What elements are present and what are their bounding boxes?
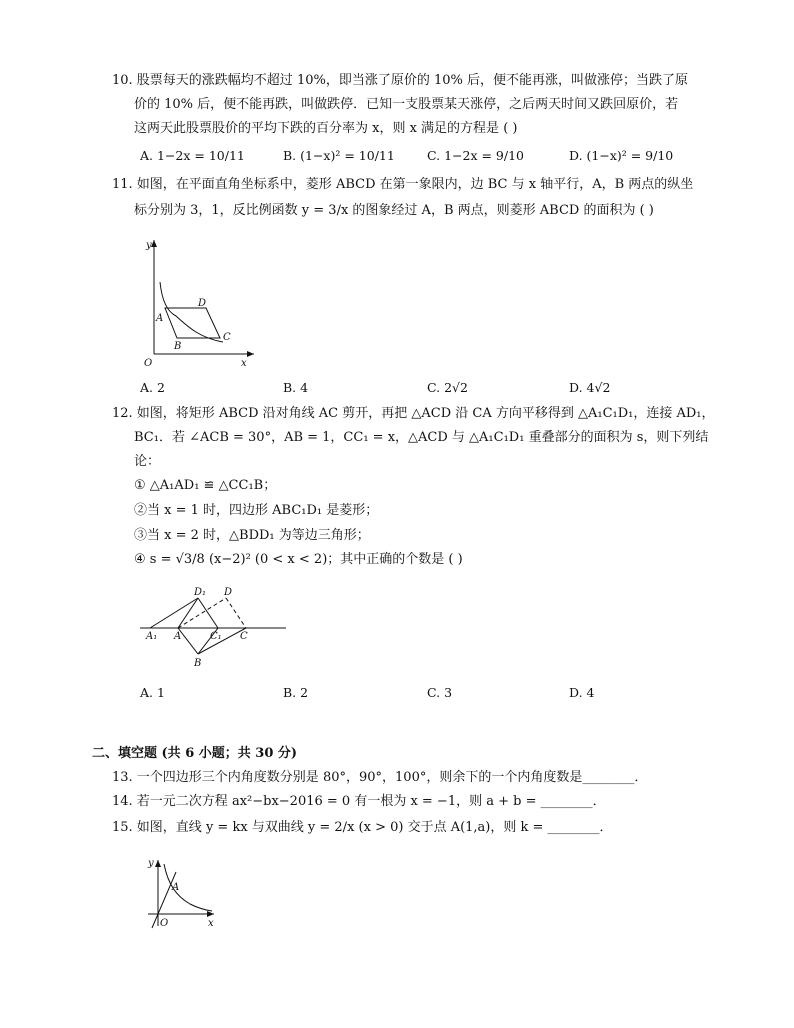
q12-line-2: BC₁．若 ∠ACB = 30°，AB = 1，CC₁ = x，△ACD 与 △A₁C₁D₁ 重叠部分的面积为 s，则下列结 xyxy=(134,430,709,445)
q12-figure-label-a1: A₁ xyxy=(146,631,158,642)
q12-figure-label-d: D xyxy=(224,587,233,598)
q10-line-2: 价的 10% 后，便不能再跌，叫做跌停．已知一支股票某天涨停，之后两天时间又跌回原价，若 xyxy=(134,97,679,112)
q15-figure-label-y: y xyxy=(148,858,154,869)
q12-figure-label-b: B xyxy=(194,658,202,669)
q12-figure xyxy=(138,584,288,674)
q11-option-d: D. 4√2 xyxy=(569,380,611,395)
q11-figure-label-a: A xyxy=(156,313,164,324)
q11-line-2: 标分别为 3，1，反比例函数 y = 3/x 的图象经过 A，B 两点，则菱形 ABCD 的面积为 ( ) xyxy=(134,203,654,218)
q11-option-a: A. 2 xyxy=(140,380,165,395)
q11-figure-label-x: x xyxy=(241,358,247,369)
q15-figure-label-o: O xyxy=(160,918,169,929)
q10-option-b: B. (1−x)² = 10/11 xyxy=(283,148,395,163)
q12-conclusion-3: ③当 x = 2 时，△BDD₁ 为等边三角形； xyxy=(134,528,370,543)
q12-line-3: 论： xyxy=(134,454,161,469)
q15-figure xyxy=(142,854,232,934)
q12-option-b: B. 2 xyxy=(283,685,309,700)
q11-figure-label-o: O xyxy=(144,358,153,369)
q12-option-d: D. 4 xyxy=(569,685,595,700)
q10-line-3: 这两天此股票股价的平均下跌的百分率为 x，则 x 满足的方程是 ( ) xyxy=(134,121,518,136)
q11-figure-label-b: B xyxy=(174,341,182,352)
q12-option-c: C. 3 xyxy=(427,685,453,700)
q11-option-b: B. 4 xyxy=(283,380,309,395)
q15-figure-label-a: A xyxy=(172,882,180,893)
q10-option-a: A. 1−2x = 10/11 xyxy=(140,148,245,163)
q11-option-c: C. 2√2 xyxy=(427,380,468,395)
q11-line-1: 11. 如图，在平面直角坐标系中，菱形 ABCD 在第一象限内，边 BC 与 x 轴平行，A，B 两点的纵坐 xyxy=(112,177,694,192)
q12-figure-label-c: C xyxy=(240,631,248,642)
q12-figure-label-d1: D₁ xyxy=(194,587,207,598)
q11-figure xyxy=(138,232,268,372)
q12-conclusion-4: ④ s = √3/8 (x−2)² (0 < x < 2)；其中正确的个数是 ( ) xyxy=(134,552,463,567)
q12-conclusion-2: ②当 x = 1 时，四边形 ABC₁D₁ 是菱形； xyxy=(134,503,379,518)
q12-figure-label-a: A xyxy=(174,631,182,642)
section-2-heading: 二、填空题 (共 6 小题；共 30 分) xyxy=(92,746,298,761)
q10-option-d: D. (1−x)² = 9/10 xyxy=(569,148,674,163)
q12-line-1: 12. 如图，将矩形 ABCD 沿对角线 AC 剪开，再把 △ACD 沿 CA 方向平移得到 △A₁C₁D₁，连接 AD₁， xyxy=(112,406,715,421)
q14-text: 14. 若一元二次方程 ax²−bx−2016 = 0 有一根为 x = −1，则 a + b = ________． xyxy=(112,794,606,809)
q15-text: 15. 如图，直线 y = kx 与双曲线 y = 2/x (x > 0) 交于点 A(1,a)，则 k = ________． xyxy=(112,820,613,835)
q11-figure-label-d: D xyxy=(198,298,207,309)
q12-figure-label-c1: C₁ xyxy=(210,631,222,642)
q10-line-1: 10. 股票每天的涨跌幅均不超过 10%，即当涨了原价的 10% 后，便不能再涨，叫做涨停；当跌了原 xyxy=(112,73,688,88)
q13-text: 13. 一个四边形三个内角度数分别是 80°，90°，100°，则余下的一个内角度数是________． xyxy=(112,770,648,785)
q15-figure-label-x: x xyxy=(208,918,214,929)
q10-option-c: C. 1−2x = 9/10 xyxy=(427,148,524,163)
q11-figure-label-y: y xyxy=(146,240,152,251)
q11-figure-label-c: C xyxy=(223,332,231,343)
q12-conclusion-1: ① △A₁AD₁ ≌ △CC₁B； xyxy=(134,478,277,493)
q12-option-a: A. 1 xyxy=(140,685,165,700)
